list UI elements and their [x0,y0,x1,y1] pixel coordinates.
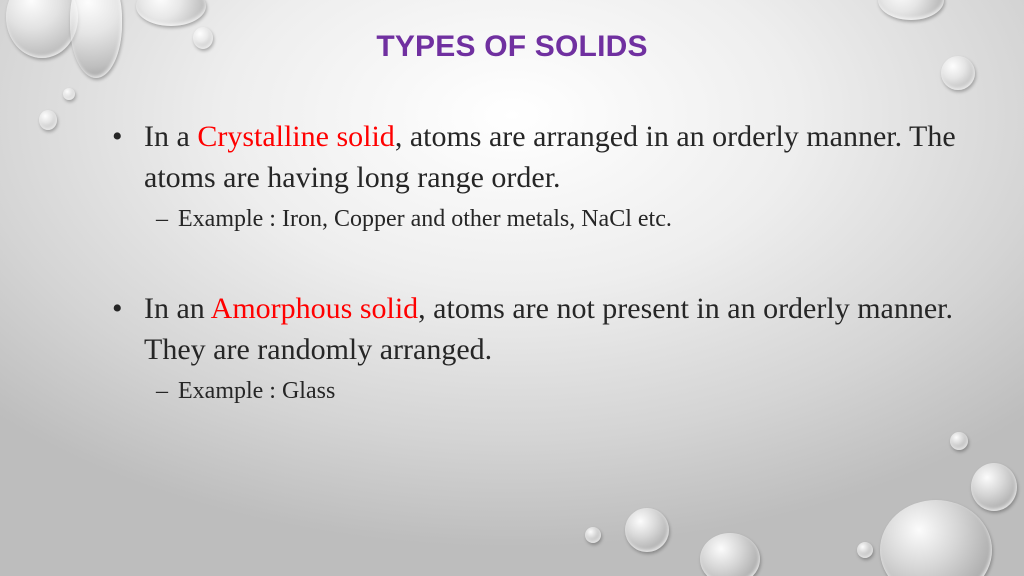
spacer [112,236,992,288]
sub-bullet-marker: – [156,378,168,404]
example-text: Example : Iron, Copper and other metals, NaCl etc. [178,206,672,232]
water-droplet-decoration [971,463,1017,511]
water-droplet-decoration [39,110,57,130]
bullet-marker: • [112,292,123,325]
bullet-list [112,116,992,408]
bullet-amorphous [112,288,992,370]
water-droplet-decoration [700,533,760,576]
sub-bullet-example [112,374,992,408]
water-droplet-decoration [585,527,601,543]
water-droplet-decoration [857,542,873,558]
highlighted-term: Amorphous solid [210,292,419,325]
slide-title: TYPES OF SOLIDS [376,30,648,63]
example-text: Example : Glass [178,378,336,404]
highlighted-term: Crystalline solid [197,120,395,153]
water-droplet-decoration [880,500,992,576]
bullet-body-text: , atoms are not present in an orderly manner. They are randomly arranged. [144,292,954,366]
bullet-lead-text: In an [144,292,211,325]
sub-bullet-marker: – [156,206,168,232]
water-droplet-decoration [878,0,944,20]
water-droplet-decoration [136,0,206,26]
bullet-marker: • [112,120,123,153]
sub-bullet-example [112,202,992,236]
bullet-body-text: , atoms are arranged in an orderly manner. The atoms are having long range order. [144,120,956,194]
water-droplet-decoration [625,508,669,552]
water-droplet-decoration [63,88,75,100]
water-droplet-decoration [950,432,968,450]
bullet-lead-text: In a [144,120,198,153]
bullet-crystalline [112,116,992,198]
